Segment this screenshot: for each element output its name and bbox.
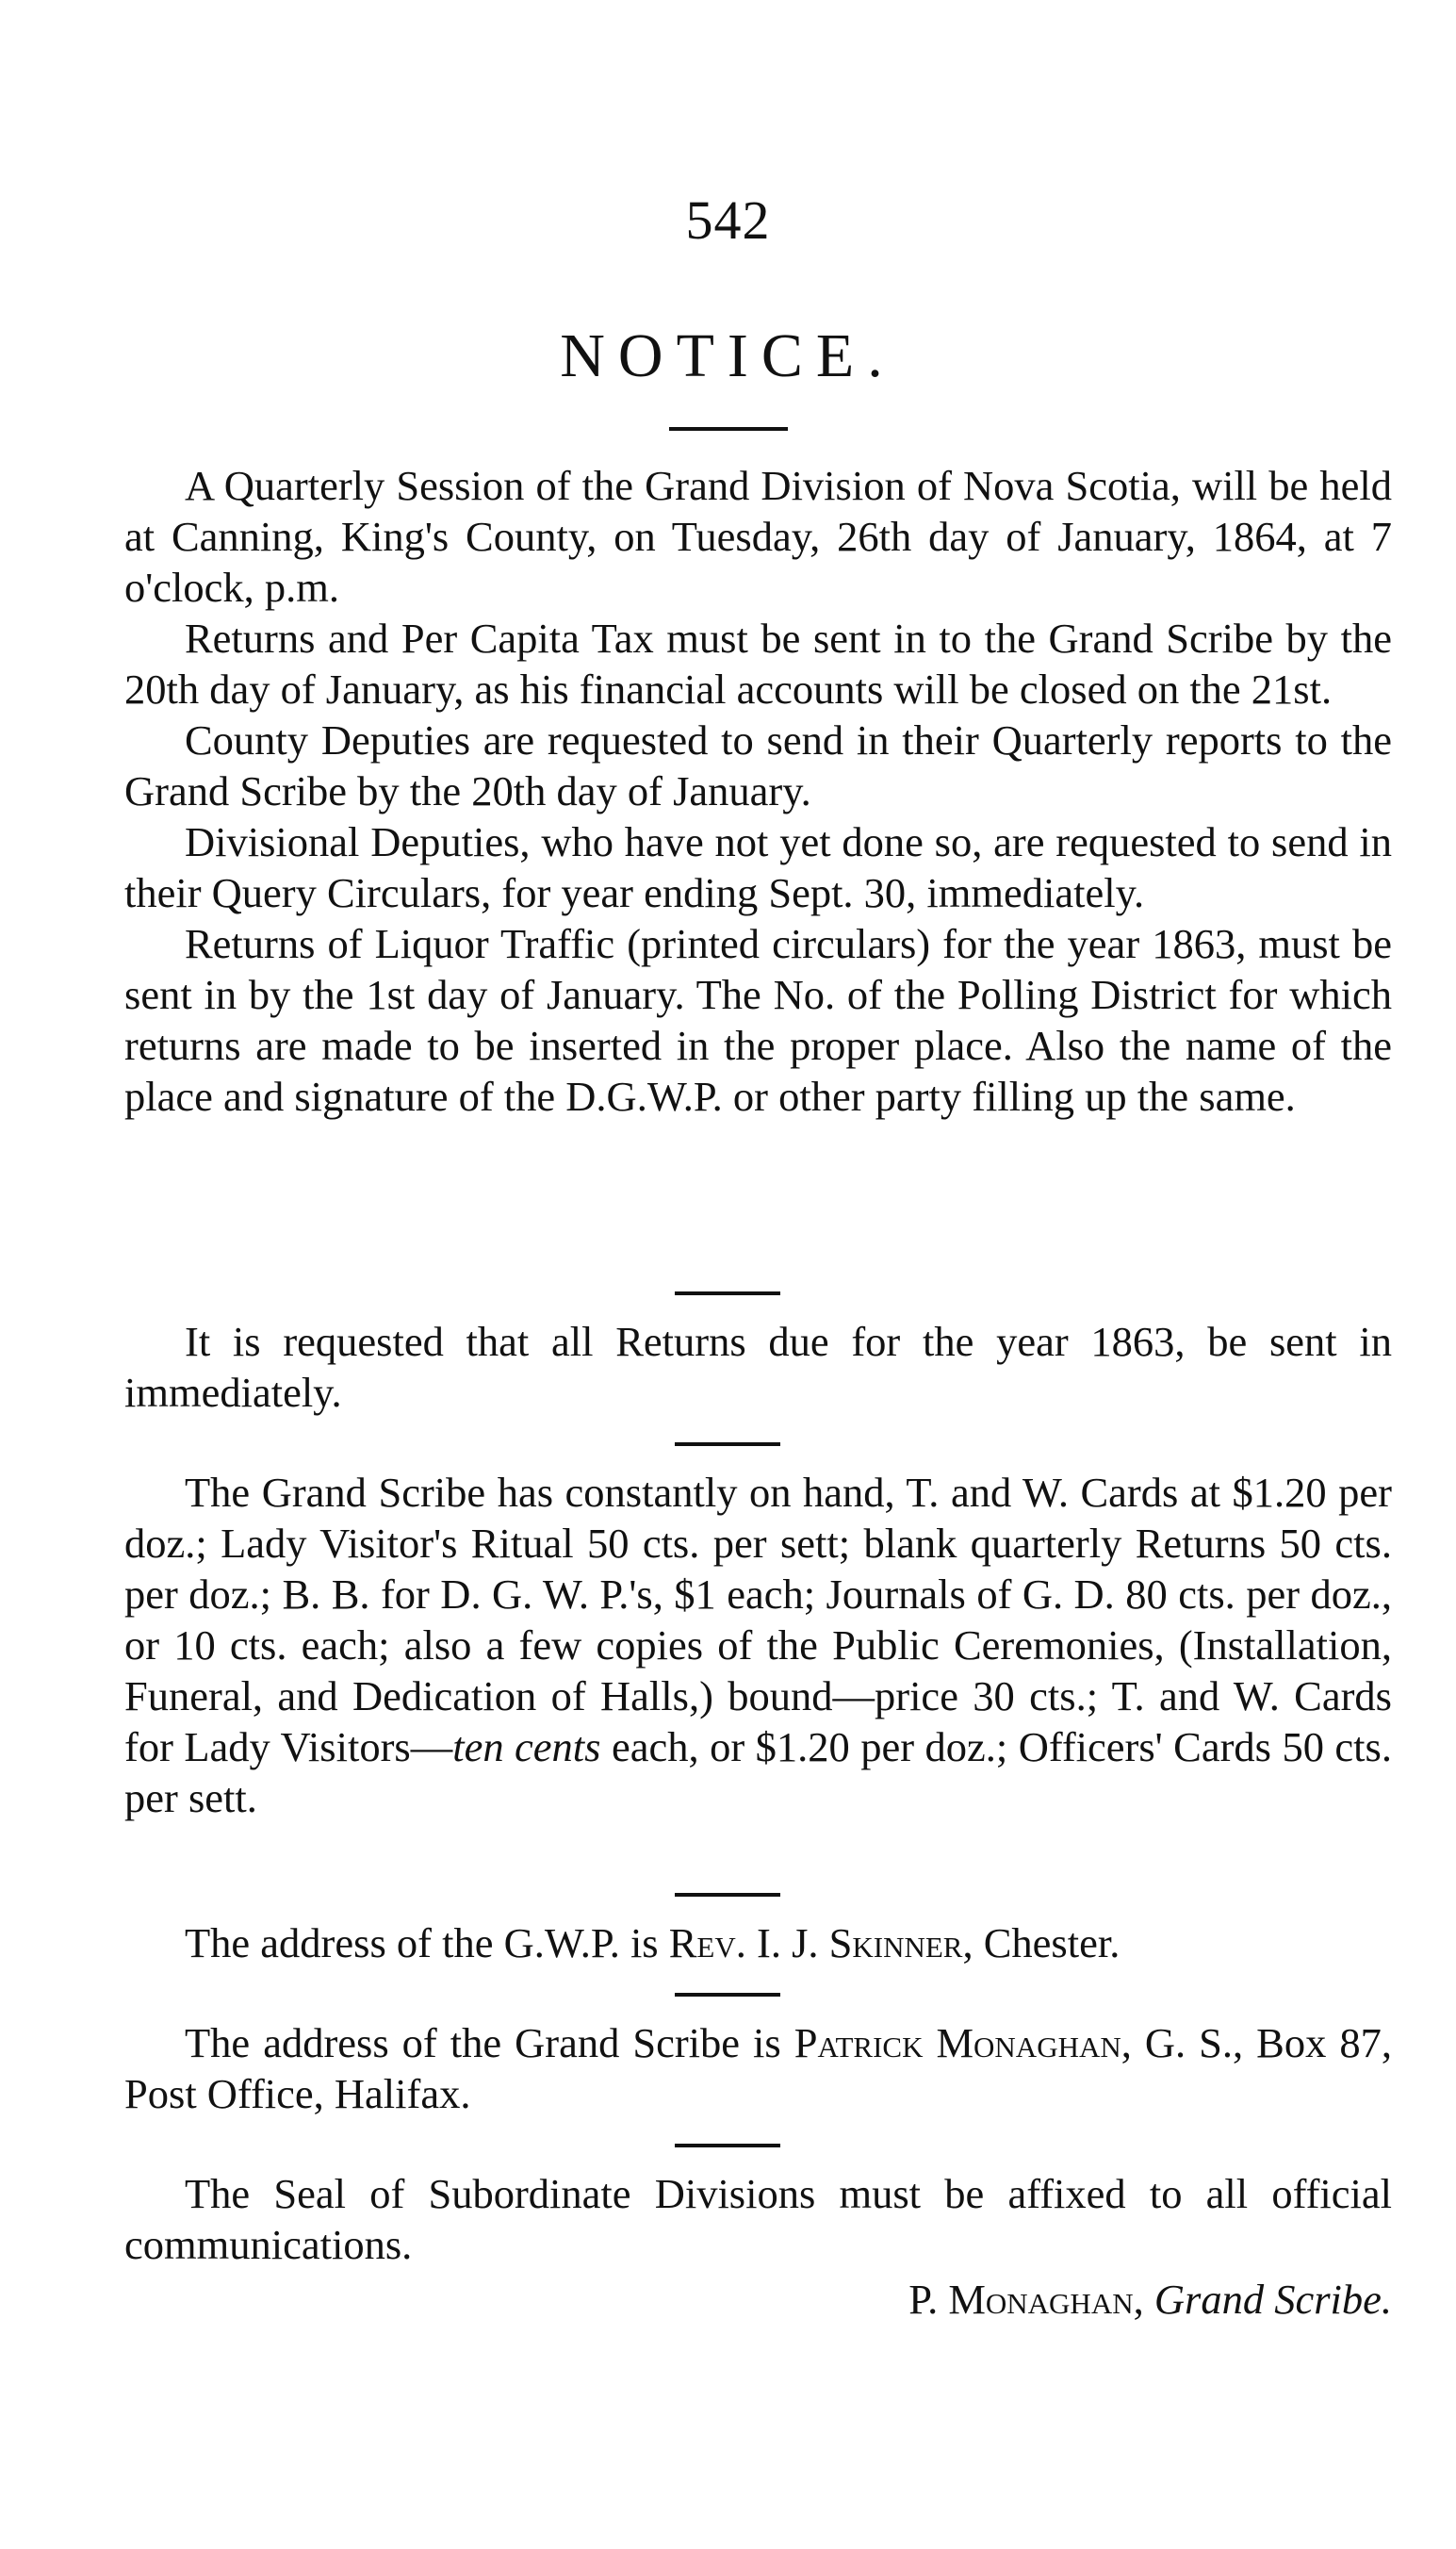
signature-name: P. Monaghan bbox=[908, 2276, 1134, 2323]
page-number: 542 bbox=[685, 189, 771, 251]
returns-request-paragraph: It is requested that all Returns due for the year 1863, be sent in immediately. bbox=[124, 1318, 1392, 1416]
session-notice-section bbox=[124, 460, 1392, 1122]
section-divider bbox=[675, 1442, 780, 1446]
title-divider bbox=[669, 427, 788, 431]
session-paragraph: A Quarterly Session of the Grand Division of Nova Scotia, will be held at Canning, King's County, on Tuesday, 26th day of January, 1864, at 7 o'clock, p.m. bbox=[124, 462, 1392, 611]
section-divider bbox=[675, 2144, 780, 2147]
scribe-address-paragraph bbox=[124, 2017, 1392, 2119]
notice-title: NOTICE. bbox=[560, 321, 896, 390]
signature-title: Grand Scribe. bbox=[1153, 2276, 1392, 2323]
scribe-address-section bbox=[124, 2017, 1392, 2119]
signature-separator: , bbox=[1133, 2276, 1154, 2323]
gwp-address-end: , Chester. bbox=[962, 1919, 1121, 1966]
gwp-name: Rev. I. J. Skinner bbox=[668, 1919, 963, 1966]
section-divider bbox=[675, 1291, 780, 1295]
gwp-address-paragraph bbox=[124, 1917, 1392, 1968]
supplies-text-end: each, or $1.20 per doz.; Officers' Cards 50 cts. per sett. bbox=[124, 1723, 1392, 1821]
gwp-address-text: The address of the G.W.P. is bbox=[185, 1919, 669, 1966]
supplies-paragraph bbox=[124, 1467, 1392, 1823]
supplies-section bbox=[124, 1467, 1392, 1823]
returns-request-section bbox=[124, 1316, 1392, 1418]
section-divider bbox=[675, 1993, 780, 1997]
signature-line bbox=[660, 2274, 1392, 2325]
county-deputies-paragraph: County Deputies are requested to send in their Quarterly reports to the Grand Scribe by the 20th day of January. bbox=[124, 716, 1392, 814]
scribe-address-end: , G. S., Box 87, Post Office, Halifax. bbox=[124, 2019, 1392, 2117]
supplies-italic-price: ten cents bbox=[452, 1723, 601, 1770]
seal-notice-paragraph: The Seal of Subordinate Divisions must be affixed to all official communications. bbox=[124, 2170, 1392, 2268]
seal-notice-section bbox=[124, 2168, 1392, 2270]
section-divider bbox=[675, 1893, 780, 1897]
supplies-text: The Grand Scribe has constantly on hand, T. and W. Cards at $1.20 per doz.; Lady Visitor's Ritual 50 cts. per sett; blank quarterly Returns 50 cts. per doz.; B. B. for D. G. W. P.'s, $1 each; Journals of G. D. 80 cts. per doz., or 10 cts. each; also a few copies of the Public Ceremonies, (Installation, Funeral, and Dedication of Halls,) bound—price 30 cts.; T. and W. Cards for Lady Visitors— bbox=[124, 1469, 1392, 1770]
gwp-address-section bbox=[124, 1917, 1392, 1968]
divisional-deputies-paragraph: Divisional Deputies, who have not yet done so, are requested to send in their Query Circulars, for year ending Sept. 30, immediately. bbox=[124, 818, 1392, 916]
liquor-traffic-paragraph: Returns of Liquor Traffic (printed circulars) for the year 1863, must be sent in by the 1st day of January. The No. of the Polling District for which returns are made to be inserted in the proper place. Also the name of the place and signature of the D.G.W.P. or other party filling up the same. bbox=[124, 920, 1392, 1120]
returns-tax-paragraph: Returns and Per Capita Tax must be sent in to the Grand Scribe by the 20th day of January, as his financial accounts will be closed on the 21st. bbox=[124, 615, 1392, 713]
scribe-address-text: The address of the Grand Scribe is bbox=[185, 2019, 794, 2066]
scribe-name: Patrick Monaghan bbox=[793, 2019, 1121, 2066]
